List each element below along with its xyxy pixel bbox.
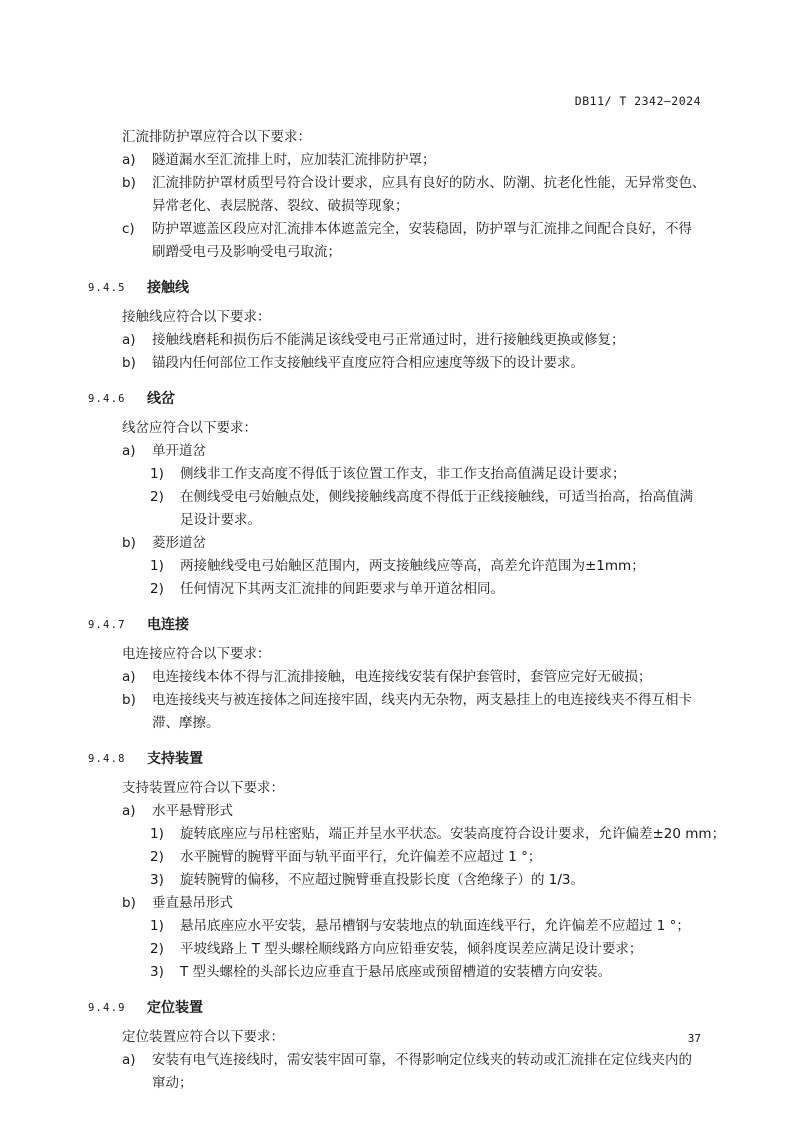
list-item-continuation: 异常老化、表层脱落、裂纹、破损等现象； (152, 198, 409, 214)
list-marker: a) (122, 1052, 136, 1068)
section-title: 接触线 (147, 280, 189, 296)
sub-list-item-text: 旋转腕臂的偏移，不应超过腕臂垂直投影长度（含绝缘子）的 1/3。 (180, 872, 585, 888)
section-title: 线岔 (147, 391, 175, 407)
sub-list-marker: 3) (150, 964, 164, 980)
list-item-text: 安装有电气连接线时，需安装牢固可靠，不得影响定位线夹的转动或汇流排在定位线夹内的 (152, 1052, 692, 1068)
list-item (88, 352, 720, 375)
section-number: 9.4.7 (88, 619, 126, 631)
sub-list-item-text: 在侧线受电弓始触点处，侧线接触线高度不得低于正线接触线，可适当抬高，抬高值满 (180, 489, 693, 505)
list-item-continuation: 滞、摩擦。 (152, 715, 220, 731)
sub-list-item (88, 938, 720, 961)
sub-list-marker: 2) (150, 941, 164, 957)
list-item (88, 689, 720, 712)
list-item-continuation: 刷蹭受电弓及影响受电弓取流； (152, 244, 341, 260)
section-title: 定位装置 (147, 1000, 203, 1016)
section-title: 电连接 (147, 617, 189, 633)
list-marker: b) (122, 895, 136, 911)
list-item-text: 垂直悬吊形式 (152, 895, 233, 911)
list-item-text: 接触线磨耗和损伤后不能满足该线受电弓正常通过时，进行接触线更换或修复； (152, 332, 625, 348)
sub-list-item-continuation: 足设计要求。 (180, 512, 261, 528)
list-marker: b) (122, 535, 136, 551)
section-intro: 线岔应符合以下要求： (122, 420, 257, 436)
list-item-text: 水平悬臂形式 (152, 803, 233, 819)
sub-list-item-text: 悬吊底座应水平安装，悬吊槽钢与安装地点的轨面连线平行，允许偏差不应超过 1 °； (180, 918, 690, 934)
list-marker: a) (122, 669, 136, 685)
list-item-text: 锚段内任何部位工作支接触线平直度应符合相应速度等级下的设计要求。 (152, 355, 584, 371)
sub-list-item-text: 侧线非工作支高度不得低于该位置工作支，非工作支抬高值满足设计要求； (180, 466, 626, 482)
list-marker: a) (122, 803, 136, 819)
list-item (88, 532, 720, 555)
sub-list-item-text: 两接触线受电弓始触区范围内，两支接触线应等高，高差允许范围为±1mm； (180, 558, 645, 574)
sub-list-item (88, 846, 720, 869)
sub-list-item (88, 869, 720, 892)
list-item (88, 1049, 720, 1072)
sub-list-item-text: 旋转底座应与吊柱密贴，端正并呈水平状态。安装高度符合设计要求，允许偏差±20 mm； (180, 826, 726, 842)
section-number: 9.4.6 (88, 393, 126, 405)
list-item (88, 172, 720, 195)
list-item-text: 电连接线本体不得与汇流排接触，电连接线安装有保护套管时，套管应完好无破损； (152, 669, 652, 685)
sub-list-item-text: 水平腕臂的腕臂平面与轨平面平行，允许偏差不应超过 1 °； (180, 849, 542, 865)
section-intro: 支持装置应符合以下要求： (122, 780, 284, 796)
list-marker: b) (122, 355, 136, 371)
list-item-continuation: 窜动； (152, 1075, 193, 1091)
list-item (88, 666, 720, 689)
sub-list-item (88, 915, 720, 938)
list-item (88, 218, 720, 241)
section-heading (88, 277, 720, 300)
sub-list-marker: 1) (150, 826, 164, 842)
document-body (88, 126, 726, 1095)
section-number: 9.4.9 (88, 1002, 126, 1014)
list-item-text: 电连接线夹与被连接体之间连接牢固，线夹内无杂物，两支悬挂上的电连接线夹不得互相卡 (152, 692, 692, 708)
list-item-text: 单开道岔 (152, 443, 206, 459)
sub-list-item-text: T 型头螺栓的头部长边应垂直于悬吊底座或预留槽道的安装槽方向安装。 (180, 964, 612, 980)
section-heading (88, 388, 720, 411)
sub-list-item (88, 555, 720, 578)
list-marker: a) (122, 332, 136, 348)
sub-list-item (88, 486, 720, 509)
section-number: 9.4.8 (88, 753, 126, 765)
list-item (88, 800, 720, 823)
list-item (88, 440, 720, 463)
sub-list-marker: 1) (150, 466, 164, 482)
list-item (88, 149, 720, 172)
sub-list-marker: 1) (150, 558, 164, 574)
list-item (88, 892, 720, 915)
sub-list-item (88, 578, 720, 601)
list-marker: a) (122, 443, 136, 459)
sub-list-item-text: 平坡线路上 T 型头螺栓顺线路方向应铅垂安装，倾斜度误差应满足设计要求； (180, 941, 643, 957)
list-item-text: 隧道漏水至汇流排上时，应加装汇流排防护罩； (152, 152, 436, 168)
sub-list-item (88, 823, 726, 846)
standard-code: DB11/ T 2342—2024 (574, 94, 701, 108)
list-item-text: 菱形道岔 (152, 535, 206, 551)
sub-list-marker: 2) (150, 489, 164, 505)
sub-list-item (88, 961, 720, 984)
sub-list-item-text: 任何情况下其两支汇流排的间距要求与单开道岔相同。 (180, 581, 504, 597)
section-heading (88, 997, 720, 1020)
section-intro: 电连接应符合以下要求： (122, 646, 271, 662)
list-marker: b) (122, 175, 136, 191)
section-heading (88, 748, 720, 771)
sub-list-marker: 2) (150, 849, 164, 865)
list-marker: c) (122, 221, 135, 237)
sub-list-marker: 3) (150, 872, 164, 888)
section-intro: 汇流排防护罩应符合以下要求： (122, 129, 311, 145)
list-item-text: 防护罩遮盖区段应对汇流排本体遮盖完全，安装稳固，防护罩与汇流排之间配合良好，不得 (152, 221, 692, 237)
section-number: 9.4.5 (88, 282, 126, 294)
page-number: 37 (687, 1032, 701, 1045)
list-item (88, 329, 720, 352)
list-marker: b) (122, 692, 136, 708)
sub-list-marker: 1) (150, 918, 164, 934)
section-heading (88, 614, 720, 637)
section-intro: 接触线应符合以下要求： (122, 309, 271, 325)
section-title: 支持装置 (147, 751, 203, 767)
list-marker: a) (122, 152, 136, 168)
sub-list-marker: 2) (150, 581, 164, 597)
list-item-text: 汇流排防护罩材质型号符合设计要求，应具有良好的防水、防潮、抗老化性能，无异常变色、 (152, 175, 706, 191)
sub-list-item (88, 463, 720, 486)
section-intro: 定位装置应符合以下要求： (122, 1029, 284, 1045)
